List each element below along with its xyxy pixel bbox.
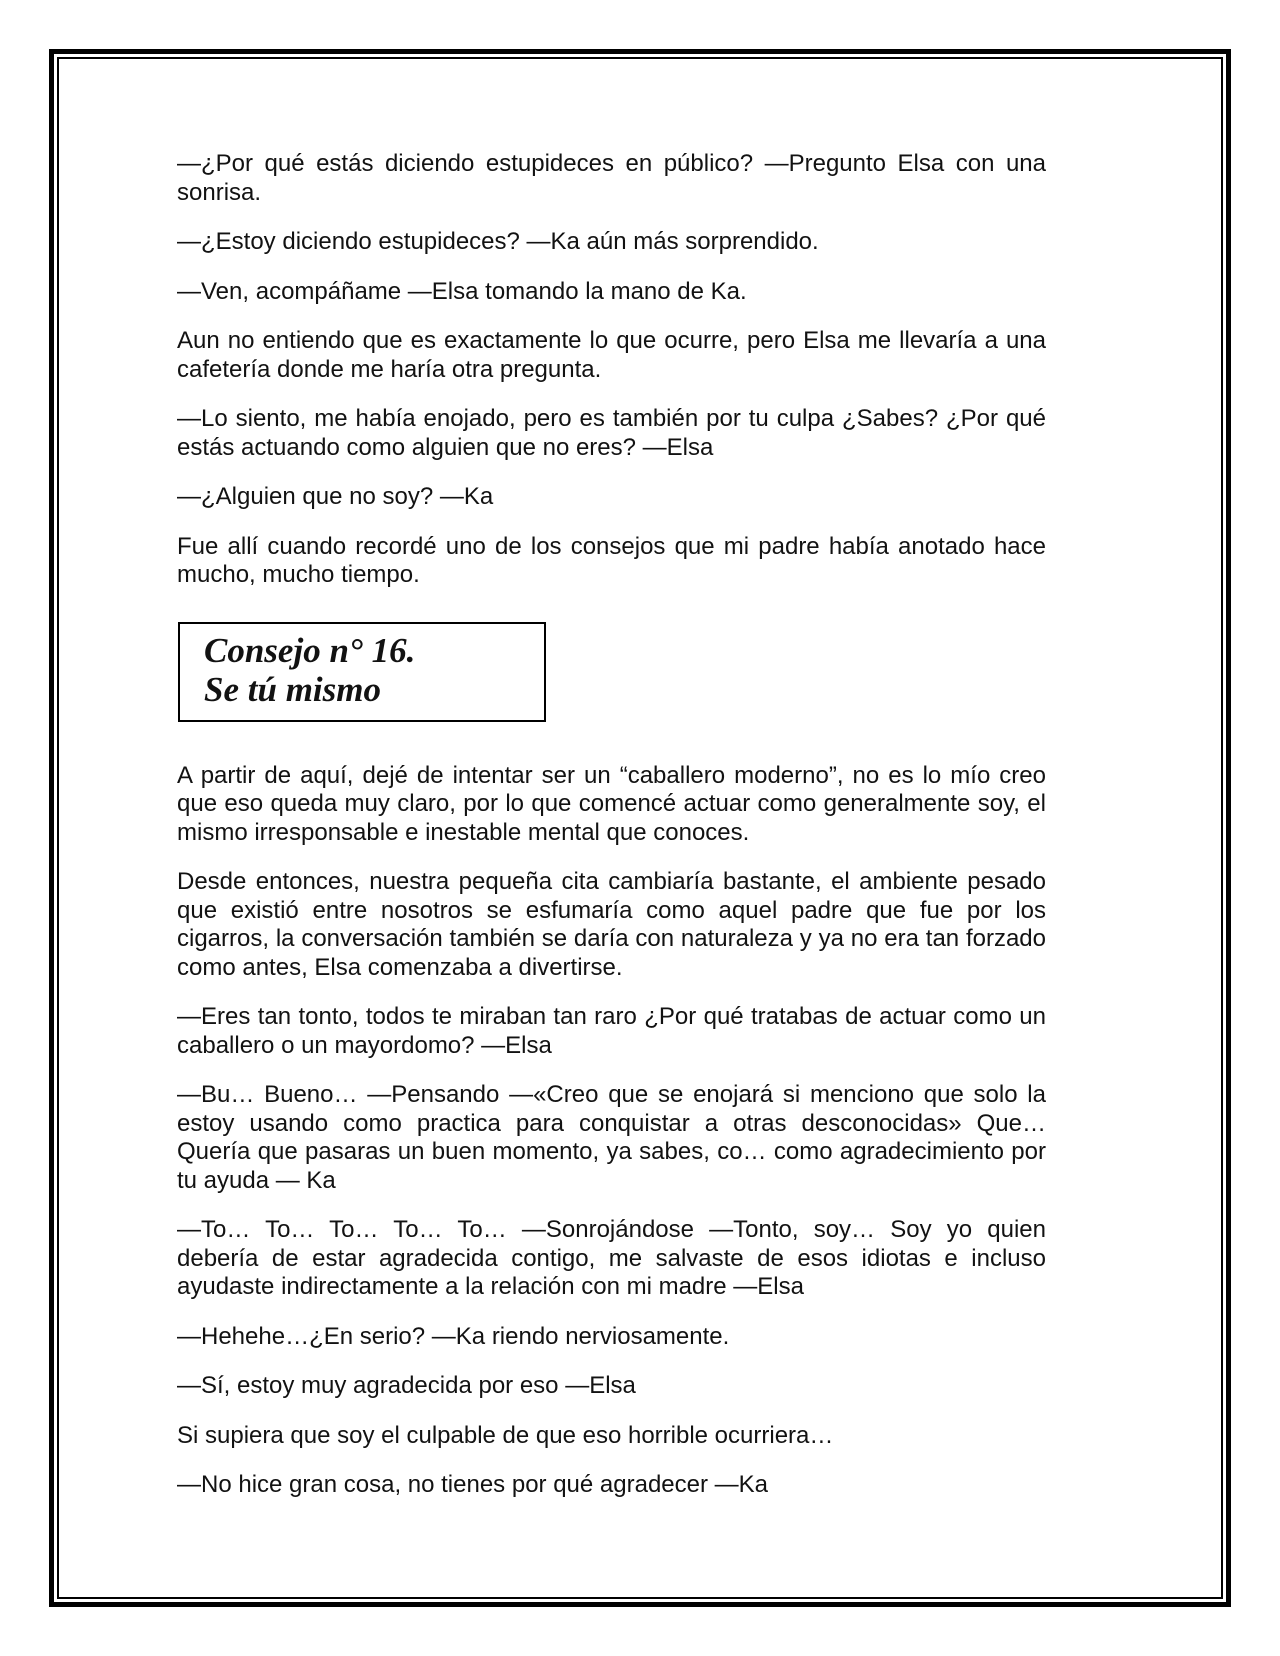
paragraph: Aun no entiendo que es exactamente lo que ocurre, pero Elsa me llevaría a una cafetería donde me haría otra pregunta. (177, 327, 1046, 383)
paragraph: —¿Por qué estás diciendo estupideces en público? —Pregunto Elsa con una sonrisa. (177, 150, 1046, 206)
paragraph: Si supiera que soy el culpable de que eso horrible ocurriera… (177, 1421, 834, 1449)
paragraph: —Eres tan tonto, todos te miraban tan raro ¿Por qué tratabas de actuar como un caballero o un mayordomo? —Elsa (177, 1003, 1046, 1059)
paragraph: Desde entonces, nuestra pequeña cita cambiaría bastante, el ambiente pesado que existió entre nosotros se esfumaría como aquel padre que fue por los cigarros, la conversación también se daría con naturaleza y ya no era tan forzado como antes, Elsa comenzaba a divertirse. (177, 868, 1046, 981)
paragraph: —Ven, acompáñame —Elsa tomando la mano de Ka. (177, 277, 747, 305)
paragraph: A partir de aquí, dejé de intentar ser un “caballero moderno”, no es lo mío creo que eso queda muy claro, por lo que comencé actuar como generalmente soy, el mismo irresponsable e inestable mental que conoces. (177, 761, 1046, 846)
paragraph: Fue allí cuando recordé uno de los consejos que mi padre había anotado hace mucho, mucho tiempo. (177, 532, 1046, 588)
advice-box (178, 622, 546, 722)
paragraph: —No hice gran cosa, no tienes por qué agradecer —Ka (177, 1471, 769, 1498)
paragraph: —Lo siento, me había enojado, pero es también por tu culpa ¿Sabes? ¿Por qué estás actuando como alguien que no eres? —Elsa (177, 405, 1046, 461)
paragraph: —¿Alguien que no soy? —Ka (177, 483, 494, 510)
paragraph: —¿Estoy diciendo estupideces? —Ka aún más sorprendido. (177, 228, 819, 255)
page-content (177, 150, 1046, 1521)
paragraph: —To… To… To… To… To… —Sonrojándose —Tonto, soy… Soy yo quien debería de estar agradecida contigo, me salvaste de esos idiotas e incluso ayudaste indirectamente a la relación con mi madre —Elsa (177, 1216, 1046, 1300)
advice-box-title: Consejo n° 16. (204, 630, 416, 670)
paragraph: —Bu… Bueno… —Pensando —«Creo que se enojará si menciono que solo la estoy usando como practica para conquistar a otras desconocidas» Que… Quería que pasaras un buen momento, ya sabes, co… como agradecimiento por tu ayuda — Ka (177, 1081, 1046, 1194)
paragraph: —Hehehe…¿En serio? —Ka riendo nerviosamente. (177, 1322, 730, 1350)
advice-box-subtitle: Se tú mismo (204, 669, 381, 709)
paragraph: —Sí, estoy muy agradecida por eso —Elsa (177, 1372, 636, 1399)
